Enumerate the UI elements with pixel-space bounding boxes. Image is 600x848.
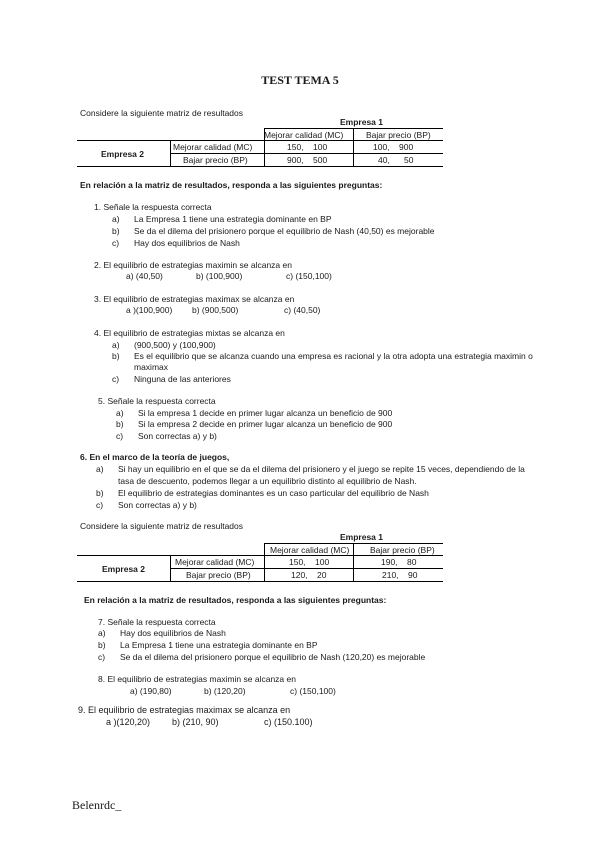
q1-option-a: a) La Empresa 1 tiene una estrategia dominante en BP xyxy=(112,214,332,224)
q9-option-b: b) (210, 90) xyxy=(172,717,219,727)
matrix2-vline-2 xyxy=(264,543,265,581)
matrix1-col-header-2: Bajar precio (BP) xyxy=(366,130,431,140)
footer-signature: Belenrdc_ xyxy=(72,798,122,812)
matrix1-row2-label: Bajar precio (BP) xyxy=(183,155,248,165)
matrix2-bottom-border xyxy=(77,581,443,582)
q2-option-a: a) (40,50) xyxy=(126,271,163,281)
q3-text: 3. El equilibrio de estrategias maximax se alcanza en xyxy=(94,294,295,304)
q4-option-c: c) Ninguna de las anteriores xyxy=(112,374,231,384)
matrix1-row1-label: Mejorar calidad (MC) xyxy=(173,142,253,152)
q6-option-b: b) El equilibrio de estrategias dominantes es un caso particular del equilibrio de Nash xyxy=(96,488,429,498)
q3-option-c: c) (40,50) xyxy=(284,305,321,315)
q8-option-a: a) (190,80) xyxy=(130,686,172,696)
q4-option-b-cont: maximax xyxy=(134,362,169,372)
q9-option-c: c) (150.100) xyxy=(264,717,313,727)
matrix2-col-group: Empresa 1 xyxy=(340,532,383,542)
matrix2-row1-c1: 150, 100 xyxy=(289,557,330,567)
q6-option-c: c) Son correctas a) y b) xyxy=(96,500,197,510)
matrix1-row-group: Empresa 2 xyxy=(101,149,144,159)
matrix1-row1-c1: 150, 100 xyxy=(287,142,328,152)
matrix2-col-header-1: Mejorar calidad (MC) xyxy=(270,545,350,555)
q1-option-c: c) Hay dos equilibrios de Nash xyxy=(112,238,240,248)
q7-option-a: a) Hay dos equilibrios de Nash xyxy=(98,628,226,638)
matrix1-col-group: Empresa 1 xyxy=(340,117,383,127)
matrix2-instruction: En relación a la matriz de resultados, responda a las siguientes preguntas: xyxy=(84,595,387,605)
matrix1-vline-3 xyxy=(353,128,354,166)
q2-option-b: b) (100,900) xyxy=(196,271,243,281)
q8-option-b: b) (120,20) xyxy=(204,686,246,696)
q7-option-c: c) Se da el dilema del prisionero porque el equilibrio de Nash (120,20) es mejorable xyxy=(98,652,426,662)
q2-text: 2. El equilibrio de estrategias maximin se alcanza en xyxy=(94,260,292,270)
matrix1-row-divider xyxy=(170,153,443,154)
q5-option-b: b) Si la empresa 2 decide en primer lugar alcanza un beneficio de 900 xyxy=(116,419,393,429)
q5-option-c: c) Son correctas a) y b) xyxy=(116,431,217,441)
q8-text: 8. El equilibrio de estrategias maximin se alcanza en xyxy=(98,674,296,684)
matrix2-mid-border xyxy=(77,555,443,556)
matrix1-row2-c1: 900, 500 xyxy=(287,155,328,165)
q1-option-b: b) Se da el dilema del prisionero porque el equilibrio de Nash (40,50) es mejorable xyxy=(112,226,435,236)
matrix1-bottom-border xyxy=(77,166,443,167)
q2-option-c: c) (150,100) xyxy=(286,271,332,281)
q5-text: 5. Señale la respuesta correcta xyxy=(98,396,216,406)
matrix2-vline-3 xyxy=(353,543,354,581)
matrix1-vline-2 xyxy=(264,128,265,166)
matrix1-intro: Considere la siguiente matriz de resultados xyxy=(80,108,244,118)
matrix2-row-divider xyxy=(170,568,443,569)
q8-option-c: c) (150,100) xyxy=(290,686,336,696)
matrix1-mid-border xyxy=(77,140,443,141)
q4-text: 4. El equilibrio de estrategias mixtas se alcanza en xyxy=(94,328,285,338)
matrix1-instruction: En relación a la matriz de resultados, responda a las siguientes preguntas: xyxy=(80,180,383,190)
q3-option-a: a )(100,900) xyxy=(126,305,173,315)
matrix2-row2-c1: 120, 20 xyxy=(291,570,327,580)
q7-option-b: b) La Empresa 1 tiene una estrategia dominante en BP xyxy=(98,640,318,650)
page-title: TEST TEMA 5 xyxy=(261,73,339,87)
q9-option-a: a )(120,20) xyxy=(106,717,151,727)
matrix1-col-header-1: Mejorar calidad (MC) xyxy=(264,130,344,140)
matrix2-row-group: Empresa 2 xyxy=(102,564,145,574)
matrix2-intro: Considere la siguiente matriz de resultados xyxy=(80,521,244,531)
q6-option-a: a) Si hay un equilibrio en el que se da el dilema del prisionero y el juego se repite 15 veces, dependiendo de la xyxy=(96,464,525,474)
matrix2-row2-label: Bajar precio (BP) xyxy=(186,570,251,580)
matrix2-row1-c2: 190, 80 xyxy=(381,557,417,567)
matrix2-row2-c2: 210, 90 xyxy=(382,570,418,580)
q5-option-a: a) Si la empresa 1 decide en primer lugar alcanza un beneficio de 900 xyxy=(116,408,393,418)
matrix1-row1-c2: 100, 900 xyxy=(373,142,414,152)
matrix2-row1-label: Mejorar calidad (MC) xyxy=(175,557,255,567)
q4-option-a: a) (900,500) y (100,900) xyxy=(112,340,216,350)
q6-option-a-cont: tasa de descuento, podemos llegar a un equilibrio distinto al equilibrio de Nash. xyxy=(118,476,417,486)
matrix1-row2-c2: 40, 50 xyxy=(378,155,414,165)
q9-text: 9. El equilibrio de estrategias maximax se alcanza en xyxy=(78,705,291,715)
q3-option-b: b) (900,500) xyxy=(192,305,239,315)
q6-text: 6. En el marco de la teoría de juegos, xyxy=(80,452,230,462)
q4-option-b: b) Es el equilibrio que se alcanza cuando una empresa es racional y la otra adopta una estrategia maximin o xyxy=(112,351,533,361)
matrix2-col-header-2: Bajar precio (BP) xyxy=(370,545,435,555)
q7-text: 7. Señale la respuesta correcta xyxy=(98,617,216,627)
q1-text: 1. Señale la respuesta correcta xyxy=(94,202,212,212)
